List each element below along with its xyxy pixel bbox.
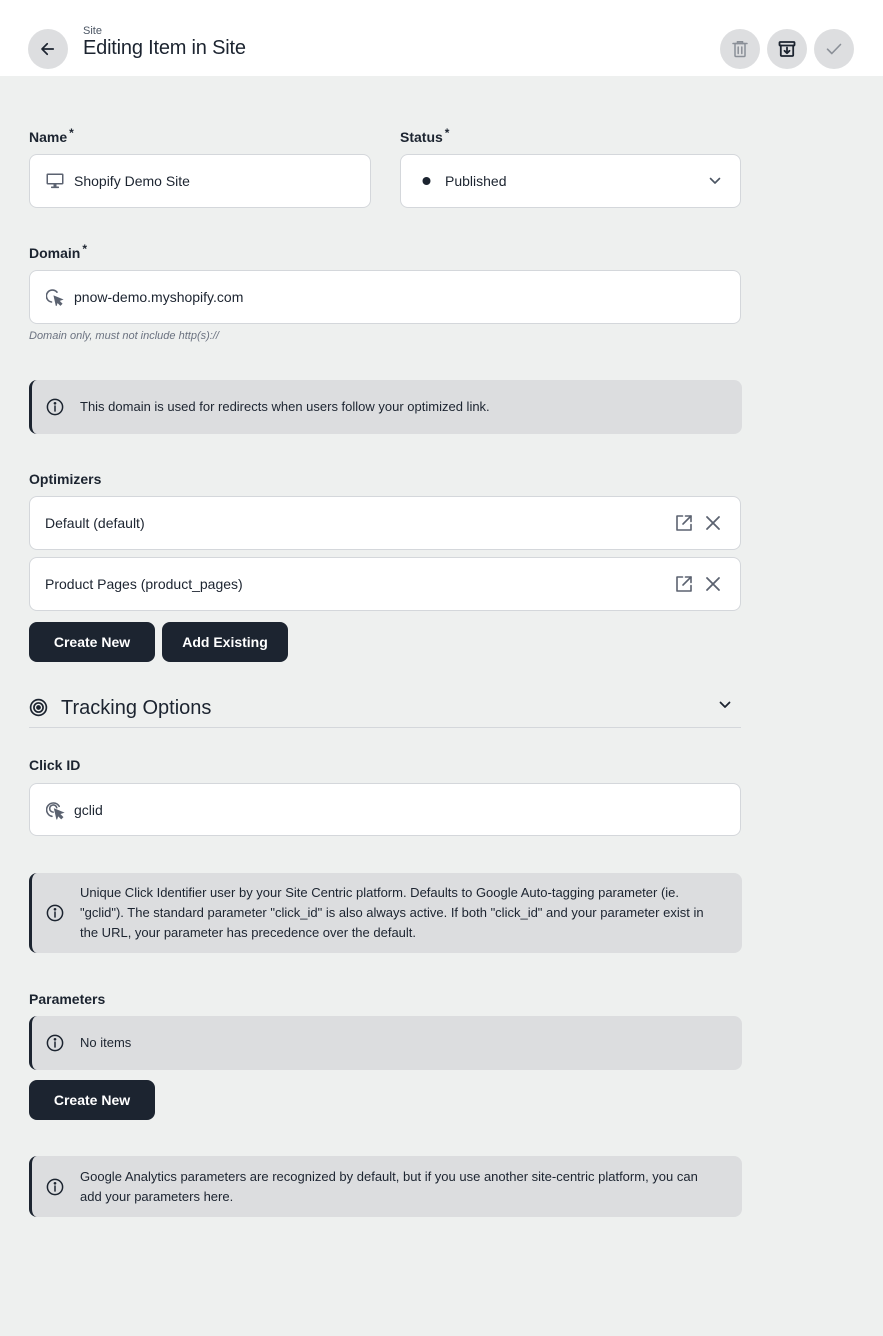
parameters-label: Parameters <box>29 991 106 1007</box>
monitor-icon <box>46 173 64 189</box>
tracking-options-title: Tracking Options <box>61 697 212 719</box>
remove-icon[interactable] <box>704 575 722 593</box>
trash-icon <box>732 40 748 58</box>
page-title: Editing Item in Site <box>83 37 246 59</box>
info-icon <box>46 398 64 416</box>
info-icon <box>46 904 64 922</box>
create-optimizer-button[interactable]: Create New <box>29 622 155 662</box>
status-value: Published <box>445 173 507 189</box>
back-button[interactable] <box>28 29 68 69</box>
dot-icon <box>422 177 431 186</box>
name-value: Shopify Demo Site <box>74 173 190 189</box>
optimizer-label: Product Pages (product_pages) <box>45 576 243 592</box>
domain-value: pnow-demo.myshopify.com <box>74 289 244 305</box>
optimizers-label: Optimizers <box>29 471 102 487</box>
parameters-empty-text: No items <box>80 1035 132 1050</box>
target-icon <box>29 698 48 717</box>
status-label: Status * <box>400 126 450 145</box>
info-icon <box>46 1178 64 1196</box>
delete-button[interactable] <box>720 29 760 69</box>
domain-input[interactable] <box>29 270 741 324</box>
breadcrumb[interactable]: Site <box>83 25 102 37</box>
archive-button[interactable] <box>767 29 807 69</box>
domain-label: Domain * <box>29 242 88 261</box>
chevron-down-icon <box>719 701 731 709</box>
external-link-icon[interactable] <box>674 574 694 594</box>
header-bar <box>0 0 883 76</box>
click-id-label: Click ID <box>29 757 81 773</box>
check-icon <box>826 42 842 56</box>
external-link-icon[interactable] <box>674 513 694 533</box>
domain-info-banner <box>29 380 742 434</box>
create-parameter-button[interactable]: Create New <box>29 1080 155 1120</box>
chevron-down-icon <box>709 177 721 185</box>
cursor-click-icon <box>46 288 64 306</box>
add-existing-optimizer-button[interactable]: Add Existing <box>162 622 288 662</box>
click-id-input[interactable] <box>29 783 741 836</box>
remove-icon[interactable] <box>704 514 722 532</box>
name-input[interactable] <box>29 154 371 208</box>
click-id-value: gclid <box>74 801 103 818</box>
optimizer-row <box>29 557 741 611</box>
click-id-info-text: Unique Click Identifier user by your Site Centric platform. Defaults to Google Auto-tagging parameter (ie. "gclid"). The standard parameter "click_id" is also always active. If both "click_id" and your parameter exist in the URL, your parameter has precedence over the default. <box>80 885 704 940</box>
cursor-click-icon <box>46 800 65 819</box>
arrow-left-icon <box>39 40 57 58</box>
parameters-info-banner <box>29 1156 742 1217</box>
optimizer-label: Default (default) <box>45 515 145 531</box>
click-id-info-banner <box>29 873 742 953</box>
info-icon <box>46 1034 64 1052</box>
status-select[interactable] <box>400 154 741 208</box>
save-button[interactable] <box>814 29 854 69</box>
domain-info-text: This domain is used for redirects when users follow your optimized link. <box>80 399 490 414</box>
parameters-empty-banner <box>29 1016 742 1070</box>
domain-hint: Domain only, must not include http(s):// <box>29 330 219 342</box>
tracking-options-header[interactable] <box>29 694 741 728</box>
optimizer-row <box>29 496 741 550</box>
name-label: Name * <box>29 126 74 145</box>
parameters-info-text: Google Analytics parameters are recognized by default, but if you use another site-centric platform, you can add your parameters here. <box>80 1168 698 1204</box>
archive-download-icon <box>778 40 796 58</box>
